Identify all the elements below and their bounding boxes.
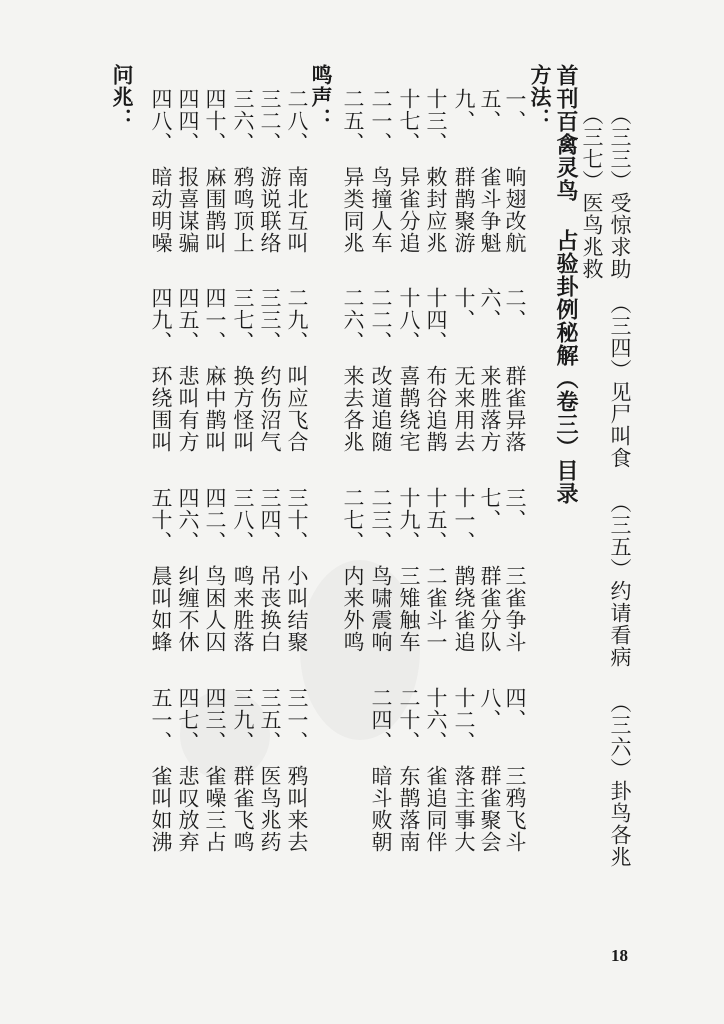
vol-entry-title: 卦鸟各兆	[608, 780, 632, 868]
vol-entry-num: （三六）	[608, 692, 632, 780]
entry-title: 敕封应兆	[424, 166, 448, 254]
entry-number: 二十、	[397, 687, 421, 753]
entry-title: 吊丧换白	[258, 565, 282, 653]
entry-title: 换方怪叫	[231, 365, 255, 453]
entry-title: 医鸟兆药	[258, 765, 282, 853]
entry-number: 二二、	[369, 287, 393, 353]
section-heading-calls: 鸣声：	[309, 64, 334, 130]
entry-title: 二雀斗一	[424, 565, 448, 653]
entry-title: 约伤沼气	[258, 365, 282, 453]
entry-title: 雀噪三占	[203, 765, 227, 853]
section-heading-omens: 问兆：	[110, 64, 135, 130]
entry-title: 群雀异落	[503, 365, 527, 453]
entry-number: 三七、	[231, 287, 255, 353]
entry-number: 十六、	[424, 687, 448, 753]
entry-title: 东鹊落南	[397, 765, 421, 853]
entry-title: 雀追同伴	[424, 765, 448, 853]
entry-title: 游说联络	[258, 166, 282, 254]
vol-entry-num: （三三）	[608, 104, 632, 192]
entry-title: 雀斗争魁	[478, 166, 502, 254]
entry-title: 鸦鸣顶上	[231, 166, 255, 254]
entry-title: 内来外鸣	[341, 565, 365, 653]
entry-title: 鸟困人囚	[203, 565, 227, 653]
entry-title: 群雀飞鸣	[231, 765, 255, 853]
entry-number: 四五、	[176, 287, 200, 353]
entry-number: 四九、	[149, 287, 173, 353]
entry-number: 八、	[478, 687, 502, 731]
vol-entry-34	[609, 293, 630, 469]
entry-number: 五一、	[149, 687, 173, 753]
entry-number: 五十、	[149, 487, 173, 553]
entry-number: 四八、	[149, 88, 173, 154]
vol-entry-35	[609, 492, 630, 668]
entry-title: 鸦叫来去	[285, 765, 309, 853]
entry-title: 群雀分队	[478, 565, 502, 653]
entry-number: 三五、	[258, 687, 282, 753]
entry-number: 四、	[503, 687, 527, 731]
entry-title: 无来用去	[452, 365, 476, 453]
entry-number: 三三、	[258, 287, 282, 353]
entry-title: 喜鹊绕宅	[397, 365, 421, 453]
vol-entry-37	[581, 104, 602, 280]
entry-title: 报喜谋骗	[176, 166, 200, 254]
entry-number: 二五、	[341, 88, 365, 154]
entry-title: 晨叫如蜂	[149, 565, 173, 653]
entry-title: 三雀争斗	[503, 565, 527, 653]
entry-number: 二八、	[285, 88, 309, 154]
vol-entry-num: （三五）	[608, 492, 632, 580]
entry-number: 四二、	[203, 487, 227, 553]
entry-title: 来去各兆	[341, 365, 365, 453]
entry-number: 二一、	[369, 88, 393, 154]
entry-number: 三一、	[285, 687, 309, 753]
entry-title: 悲叹放弃	[176, 765, 200, 853]
entry-number: 三二、	[258, 88, 282, 154]
section-heading-methods: 方法：	[528, 64, 553, 130]
entry-number: 二、	[503, 287, 527, 331]
vol-entry-title: 医鸟兆救	[580, 192, 604, 280]
entry-number: 五、	[478, 88, 502, 132]
entry-title: 纠缠不休	[176, 565, 200, 653]
entry-number: 十三、	[424, 88, 448, 154]
entry-number: 四七、	[176, 687, 200, 753]
vol-entry-title: 见尸叫食	[608, 381, 632, 469]
entry-number: 三、	[503, 487, 527, 531]
entry-number: 四六、	[176, 487, 200, 553]
entry-title: 悲叫有方	[176, 365, 200, 453]
entry-title: 雀叫如沸	[149, 765, 173, 853]
entry-number: 十一、	[452, 487, 476, 553]
entry-number: 十、	[452, 287, 476, 331]
entry-number: 二七、	[341, 487, 365, 553]
entry-number: 三六、	[231, 88, 255, 154]
entry-title: 异雀分追	[397, 166, 421, 254]
entry-number: 十四、	[424, 287, 448, 353]
entry-number: 二四、	[369, 687, 393, 753]
entry-title: 麻围鹊叫	[203, 166, 227, 254]
entry-title: 环绕围叫	[149, 365, 173, 453]
entry-title: 三雉触车	[397, 565, 421, 653]
entry-number: 三八、	[231, 487, 255, 553]
entry-number: 三十、	[285, 487, 309, 553]
entry-title: 暗斗败朝	[369, 765, 393, 853]
entry-number: 九、	[452, 88, 476, 132]
entry-title: 小叫结聚	[285, 565, 309, 653]
entry-number: 十七、	[397, 88, 421, 154]
entry-title: 三鸦飞斗	[503, 765, 527, 853]
vol-entry-num: （三四）	[608, 293, 632, 381]
entry-number: 四十、	[203, 88, 227, 154]
entry-title: 群雀聚会	[478, 765, 502, 853]
entry-title: 布谷追鹊	[424, 365, 448, 453]
entry-title: 落主事大	[452, 765, 476, 853]
entry-title: 暗动明噪	[149, 166, 173, 254]
entry-number: 四三、	[203, 687, 227, 753]
entry-title: 响翅改航	[503, 166, 527, 254]
entry-number: 十九、	[397, 487, 421, 553]
vol-entry-36	[609, 692, 630, 868]
entry-number: 四一、	[203, 287, 227, 353]
entry-number: 三四、	[258, 487, 282, 553]
vol-entry-title: 受惊求助	[608, 192, 632, 280]
entry-number: 十二、	[452, 687, 476, 753]
entry-title: 叫应飞合	[285, 365, 309, 453]
entry-number: 四四、	[176, 88, 200, 154]
vol-entry-num: （三七）	[580, 104, 604, 192]
page-title: 首刊百禽灵鸟 占验卦例秘解（卷三）目录	[553, 64, 579, 505]
entry-title: 南北互叫	[285, 166, 309, 254]
entry-title: 异类同兆	[341, 166, 365, 254]
entry-number: 二六、	[341, 287, 365, 353]
entry-title: 麻中鹊叫	[203, 365, 227, 453]
entry-number: 一、	[503, 88, 527, 132]
entry-title: 鸟啸震响	[369, 565, 393, 653]
entry-number: 三九、	[231, 687, 255, 753]
entry-number: 六、	[478, 287, 502, 331]
vol-entry-title: 约请看病	[608, 580, 632, 668]
entry-number: 二三、	[369, 487, 393, 553]
entry-title: 鹊绕雀追	[452, 565, 476, 653]
entry-title: 鸣来胜落	[231, 565, 255, 653]
page-number: 18	[611, 946, 628, 965]
entry-number: 二九、	[285, 287, 309, 353]
entry-number: 七、	[478, 487, 502, 531]
entry-title: 群鹊聚游	[452, 166, 476, 254]
entry-title: 鸟撞人车	[369, 166, 393, 254]
entry-title: 来胜落方	[478, 365, 502, 453]
vol-entry-33	[609, 104, 630, 280]
entry-number: 十五、	[424, 487, 448, 553]
entry-title: 改道追随	[369, 365, 393, 453]
entry-number: 十八、	[397, 287, 421, 353]
